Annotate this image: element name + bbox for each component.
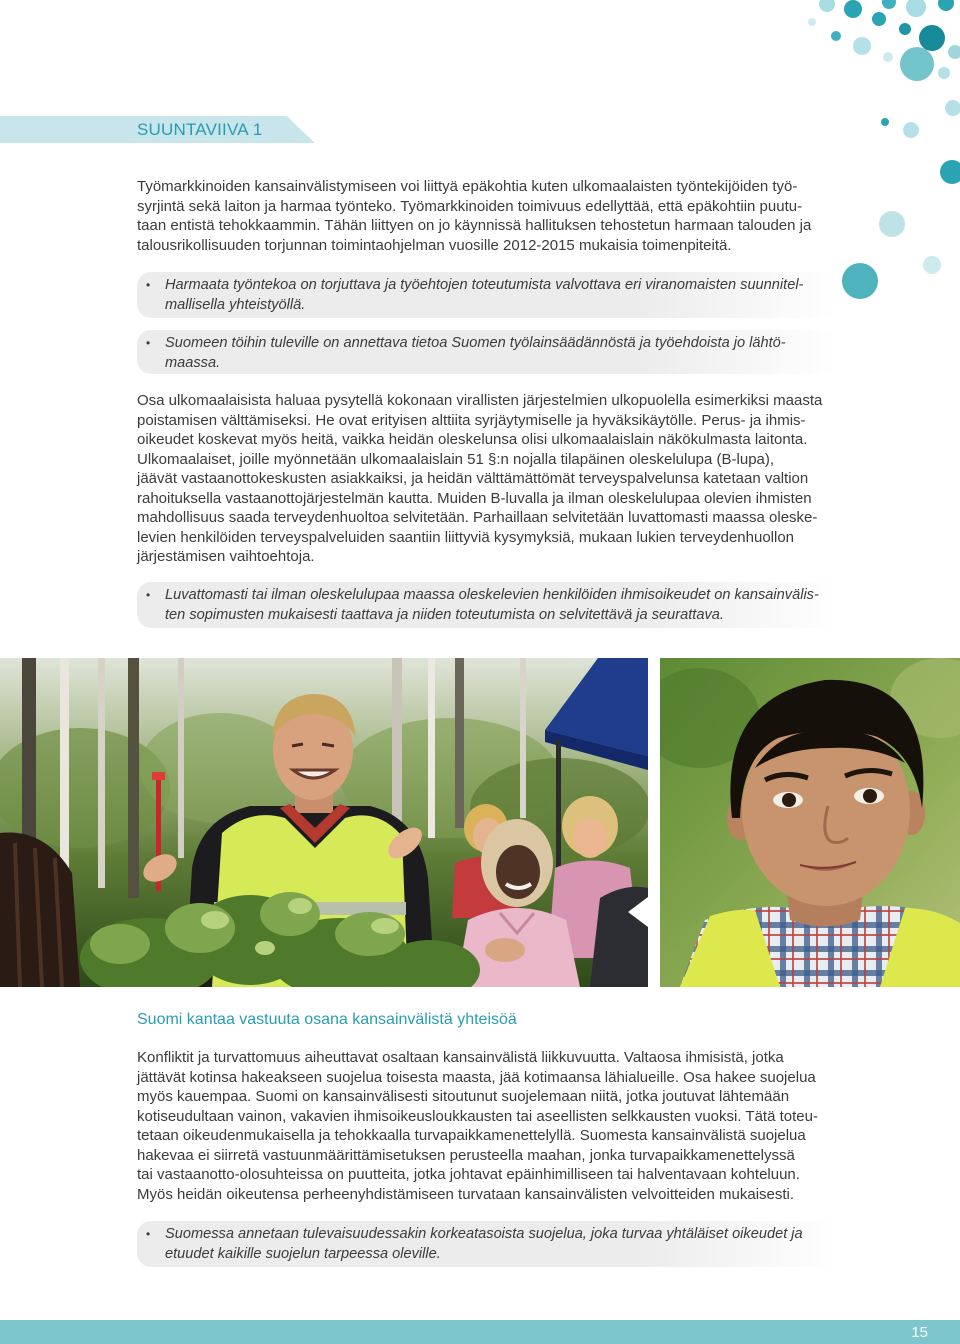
decorative-dot — [938, 0, 954, 11]
decorative-dot — [899, 23, 911, 35]
text-line: Harmaata työntekoa on torjuttava ja työehtojen toteutumista valvottava eri viranomaisten suunnitel- — [165, 277, 804, 293]
bullet-marker: • — [146, 588, 151, 602]
guideline-item — [137, 1221, 837, 1267]
guideline-text — [165, 276, 803, 315]
text-line: mahdollisuus saada terveydenhuoltoa selvitetään. Parhaillaan selvitetään luvattomasti maassa oleske- — [137, 509, 818, 526]
decorative-dot — [923, 256, 941, 274]
body-paragraph — [137, 391, 837, 567]
text-line: etuudet kaikille suojelun tarpeessa oleville. — [165, 1245, 441, 1262]
decorative-dot — [881, 118, 889, 126]
decorative-dot — [819, 0, 835, 12]
text-line: tetaan oikeudenmukaisella ja tehokkaalla turvapaikkamenettelyllä. Suomesta kansainvälistä suojelua — [137, 1127, 806, 1144]
text-line: talousrikollisuuden torjunnan toimintaohjelman vuosille 2012-2015 mukaisia toimenpiteitä. — [137, 236, 732, 254]
text-line: Luvattomasti tai ilman oleskelulupaa maassa oleskelevien henkilöiden ihmisoikeudet on kansainvälis- — [165, 587, 819, 603]
bullet-marker: • — [146, 1227, 151, 1241]
text-line: Työmarkkinoiden kansainvälistymiseen voi liittyä epäkohtia kuten ulkomaalaisten työntekijöiden työ- — [137, 178, 798, 195]
body-paragraph — [137, 1048, 837, 1204]
text-line: myös kauempaa. Suomi on kansainvälisesti sitoutunut suojelemaan niitä, jotka joutuvat lähtemään — [137, 1088, 790, 1105]
guideline-item — [137, 582, 837, 628]
decorative-dot — [842, 263, 878, 299]
text-line: kotiseudultaan vainon, vakavien ihmisoikeusloukkausten tai aseellisten selkkausten vuoksi. Tätä toteu- — [137, 1107, 818, 1125]
text-line: rahoituksella vastaanottojärjestelmän kautta. Muiden B-luvalla ja ilman oleskelulupaa olevien ihmisten — [137, 489, 812, 507]
decorative-dot — [844, 0, 862, 18]
intro-paragraph — [137, 177, 837, 255]
section-label: SUUNTAVIIVA 1 — [137, 120, 263, 139]
photo-boy-portrait — [660, 658, 960, 987]
decorative-dot — [938, 67, 950, 79]
decorative-dot — [906, 0, 926, 17]
text-line: Suomeen töihin tuleville on annettava tietoa Suomen työlainsäädännöstä ja työehdoista jo lähtö- — [165, 335, 786, 351]
decorative-dot — [919, 25, 945, 51]
text-line: järjestämisen vaihtoehtoja. — [137, 548, 315, 565]
text-line: ten sopimusten mukaisesti taattava ja niiden toteutumista on selvitettävä ja seurattava. — [165, 606, 724, 623]
text-line: jäävät vastaanottokeskusten asiakkaiksi, ja heidän välttämättömät terveyspalvelunsa katetaan valtion — [137, 470, 809, 487]
text-line: oikeudet koskevat myös heitä, vaikka heidän oleskelunsa olisi ulkomaalaislain näkökulmasta laitonta. — [137, 431, 808, 448]
decorative-dots — [760, 0, 960, 310]
text-line: levien henkilöiden terveyspalveluiden saantiin liittyviä kysymyksiä, mukaan lukien terveydenhuollon — [137, 528, 795, 546]
decorative-dot — [945, 100, 960, 116]
decorative-dot — [903, 122, 919, 138]
guideline-item — [137, 272, 837, 318]
text-line: poistamisen välttämiseksi. He ovat erityisen alttiita syrjäytymiselle ja hyväksikäytölle. Perus- ja ihmis- — [137, 411, 806, 429]
page-number: 15 — [911, 1324, 928, 1341]
decorative-dot — [872, 12, 886, 26]
decorative-dot — [879, 211, 905, 237]
text-line: syrjintä sekä laiton ja harmaa työnteko. Työmarkkinoiden toimivuus edellyttää, että epäkohtiin puutu- — [137, 197, 803, 215]
text-line: jättävät kotinsa hakeakseen suojelua toisesta maasta, jää kotimaansa lähialueille. Osa hakee suojelua — [137, 1068, 816, 1086]
guideline-item — [137, 330, 837, 374]
decorative-dot — [831, 31, 841, 41]
text-line: maassa. — [165, 354, 221, 371]
text-line: Osa ulkomaalaisista haluaa pysytellä kokonaan virallisten järjestelmien ulkopuolella esimerkiksi maasta — [137, 392, 823, 409]
photo-divider-notch — [624, 886, 660, 938]
decorative-dot — [900, 47, 934, 81]
section-heading: Suomi kantaa vastuuta osana kansainvälistä yhteisöä — [137, 1011, 517, 1028]
guideline-text — [165, 334, 786, 373]
text-line: hakevaa ei siirretä vastuunmäärittämisetuksen perusteella maahan, jonka turvapaikkamenettelyssä — [137, 1146, 795, 1164]
decorative-dot — [808, 18, 816, 26]
decorative-dot — [948, 45, 960, 59]
footer-bar — [0, 1320, 960, 1344]
photo-forest-planting — [0, 658, 648, 987]
text-line: mallisella yhteistyöllä. — [165, 296, 306, 313]
text-line: Myös heidän oikeutensa perheenyhdistämiseen turvataan kansainvälisten velvoitteiden mukaisesti. — [137, 1185, 795, 1203]
text-line: taan entistä tehokkaammin. Tähän liittyen on jo käynnissä hallituksen tehostetun harmaan talouden ja — [137, 217, 812, 234]
text-line: Konfliktit ja turvattomuus aiheuttavat osaltaan kansainvälistä liikkuvuutta. Valtaosa ihmisistä, jotka — [137, 1049, 784, 1066]
text-line: Ulkomaalaiset, joille myönnetään ulkomaalaislain 51 §:n nojalla tilapäinen oleskelulupa (B-lupa), — [137, 450, 775, 468]
text-line: tai vastaanotto-olosuhteissa on puutteita, jotka johtavat epäinhimilliseen tai halventavaan kohteluun. — [137, 1166, 800, 1183]
decorative-dot — [940, 160, 960, 184]
decorative-dot — [853, 37, 871, 55]
guideline-text — [165, 1225, 803, 1264]
bullet-marker: • — [146, 336, 151, 350]
decorative-dot — [883, 52, 893, 62]
text-line: Suomessa annetaan tulevaisuudessakin korkeatasoista suojelua, joka turvaa yhtäläiset oikeudet ja — [165, 1226, 803, 1242]
bullet-marker: • — [146, 278, 151, 292]
decorative-dot — [882, 0, 896, 9]
guideline-text — [165, 586, 819, 625]
